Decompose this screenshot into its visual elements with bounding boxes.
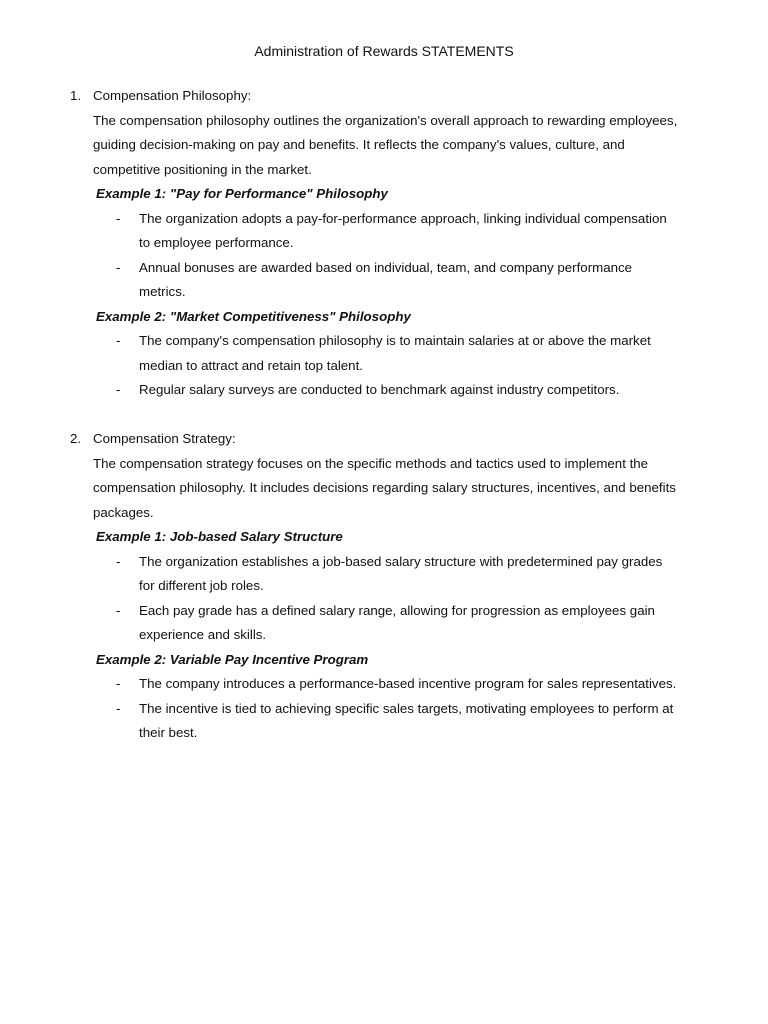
bullet-list <box>70 672 680 746</box>
bullet-item <box>70 256 680 305</box>
bullet-dash: - <box>116 210 121 226</box>
bullet-dash: - <box>116 333 121 348</box>
bullet-text: Annual bonuses are awarded based on individual, team, and company performance metrics. <box>139 259 633 299</box>
bullet-list <box>70 207 680 305</box>
section-paragraph: The compensation strategy focuses on the specific methods and tactics used to implement the compensation philosophy. It includes decisions regarding salary structures, incentives, and benefits packages. <box>93 455 676 520</box>
section-number: 1. <box>70 88 82 103</box>
bullet-text: The incentive is tied to achieving specific sales targets, motivating employees to perform at their best. <box>139 700 674 740</box>
example-title: Example 1: "Pay for Performance" Philosophy <box>96 186 388 201</box>
bullet-dash: - <box>116 602 121 618</box>
section-paragraph: The compensation philosophy outlines the organization's overall approach to rewarding employees, guiding decision-making on pay and benefits. It reflects the company's values, culture, and competitive positioning in the market. <box>93 112 678 177</box>
bullet-dash: - <box>116 553 121 569</box>
bullet-list <box>70 550 680 648</box>
bullet-dash: - <box>116 676 121 691</box>
bullet-item <box>70 550 680 599</box>
section-compensation-philosophy <box>70 84 680 403</box>
bullet-item <box>70 378 680 403</box>
bullet-text: The company's compensation philosophy is to maintain salaries at or above the market median to attract and retain top talent. <box>139 333 651 373</box>
bullet-item <box>70 672 680 697</box>
section-heading <box>70 427 680 452</box>
example-title: Example 1: Job-based Salary Structure <box>96 529 343 544</box>
bullet-dash: - <box>116 382 121 397</box>
bullet-text: Each pay grade has a defined salary range, allowing for progression as employees gain experience and skills. <box>139 602 655 642</box>
bullet-text: The company introduces a performance-based incentive program for sales representatives. <box>139 676 677 691</box>
bullet-text: The organization adopts a pay-for-performance approach, linking individual compensation to employee performance. <box>139 210 667 250</box>
bullet-item <box>70 599 680 648</box>
example-title: Example 2: "Market Competitiveness" Philosophy <box>96 308 411 324</box>
bullet-dash: - <box>116 259 121 275</box>
bullet-dash: - <box>116 700 121 716</box>
bullet-item <box>70 697 680 746</box>
section-heading-text: Compensation Strategy: <box>93 431 236 446</box>
bullet-text: The organization establishes a job-based salary structure with predetermined pay grades for different job roles. <box>139 553 663 593</box>
bullet-list <box>70 329 680 403</box>
example-title: Example 2: Variable Pay Incentive Program <box>96 651 369 667</box>
bullet-item <box>70 207 680 256</box>
document-title: Administration of Rewards STATEMENTS <box>254 43 514 59</box>
bullet-item <box>70 329 680 378</box>
section-number: 2. <box>70 431 82 446</box>
bullet-text: Regular salary surveys are conducted to benchmark against industry competitors. <box>139 382 620 397</box>
section-heading <box>70 84 680 109</box>
section-heading-text: Compensation Philosophy: <box>93 88 252 103</box>
section-compensation-strategy <box>70 427 680 746</box>
